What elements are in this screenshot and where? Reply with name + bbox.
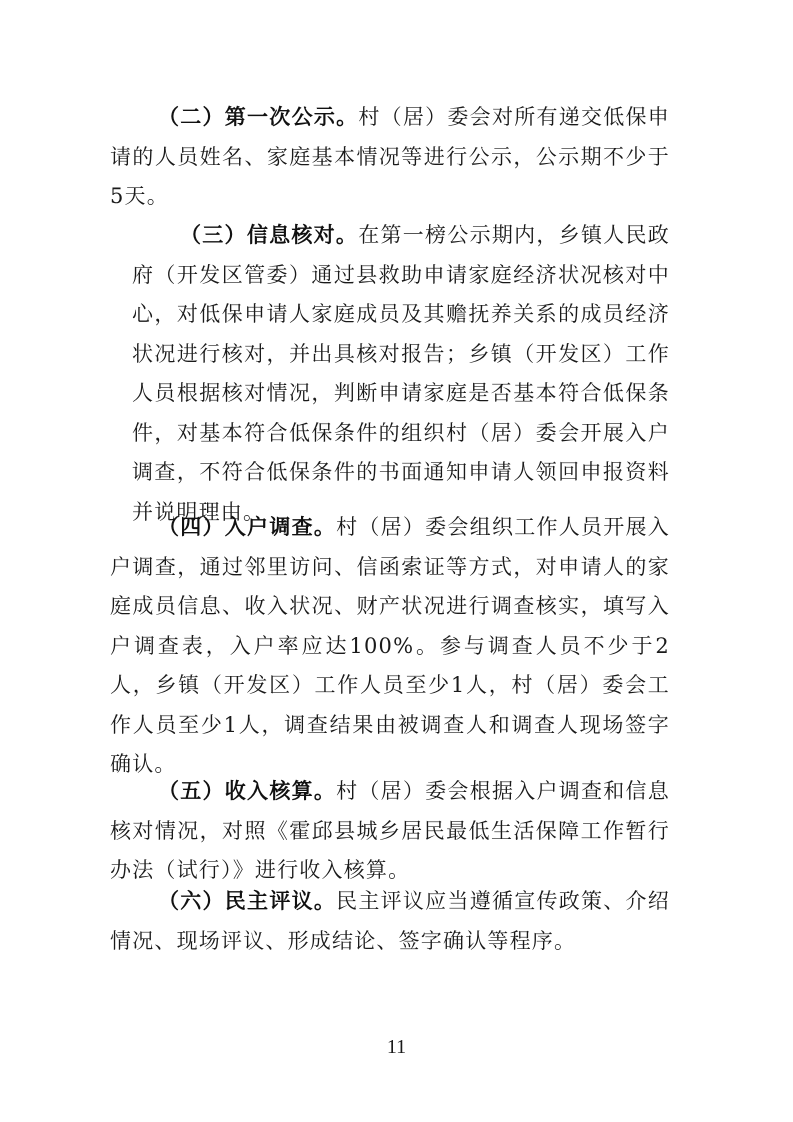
paragraph-income-accounting	[110, 772, 670, 891]
section-body: 在第一榜公示期内，乡镇人民政府（开发区管委）通过县救助申请家庭经济状况核对中心，对低保申请人家庭成员及其赡抚养关系的成员经济状况进行核对，并出具核对报告；乡镇（开发区）工作人员根据核对情况，判断申请家庭是否基本符合低保条件，对基本符合低保条件的组织村（居）委会开展入户调查，不符合低保条件的书面通知申请人领回申报资料并说明理由。	[132, 223, 670, 524]
section-body: 民主评议应当遵循宣传政策、介绍情况、现场评议、形成结论、签字确认等程序。	[110, 889, 670, 953]
section-body: 村（居）委会根据入户调查和信息核对情况，对照《霍邱县城乡居民最低生活保障工作暂行办法（试行）》进行收入核算。	[110, 779, 670, 882]
section-heading: （四）入户调查。	[158, 515, 337, 539]
section-body: 村（居）委会对所有递交低保申请的人员姓名、家庭基本情况等进行公示，公示期不少于5天。	[110, 105, 670, 208]
section-body: 村（居）委会组织工作人员开展入户调查，通过邻里访问、信函索证等方式，对申请人的家庭成员信息、收入状况、财产状况进行调查核实，填写入户调查表，入户率应达100%。参与调查人员不少于2人，乡镇（开发区）工作人员至少1人，村（居）委会工作人员至少1人，调查结果由被调查人和调查人现场签字确认。	[110, 515, 670, 776]
paragraph-first-publicity	[110, 98, 670, 217]
section-heading: （三）信息核对。	[180, 223, 359, 247]
paragraph-information-verification	[132, 216, 670, 532]
section-heading: （五）收入核算。	[158, 779, 337, 803]
paragraph-democratic-review	[110, 882, 670, 961]
page-number: 11	[386, 1036, 407, 1058]
section-heading: （六）民主评议。	[158, 889, 337, 913]
section-heading: （二）第一次公示。	[158, 105, 359, 129]
paragraph-household-survey	[110, 508, 670, 785]
